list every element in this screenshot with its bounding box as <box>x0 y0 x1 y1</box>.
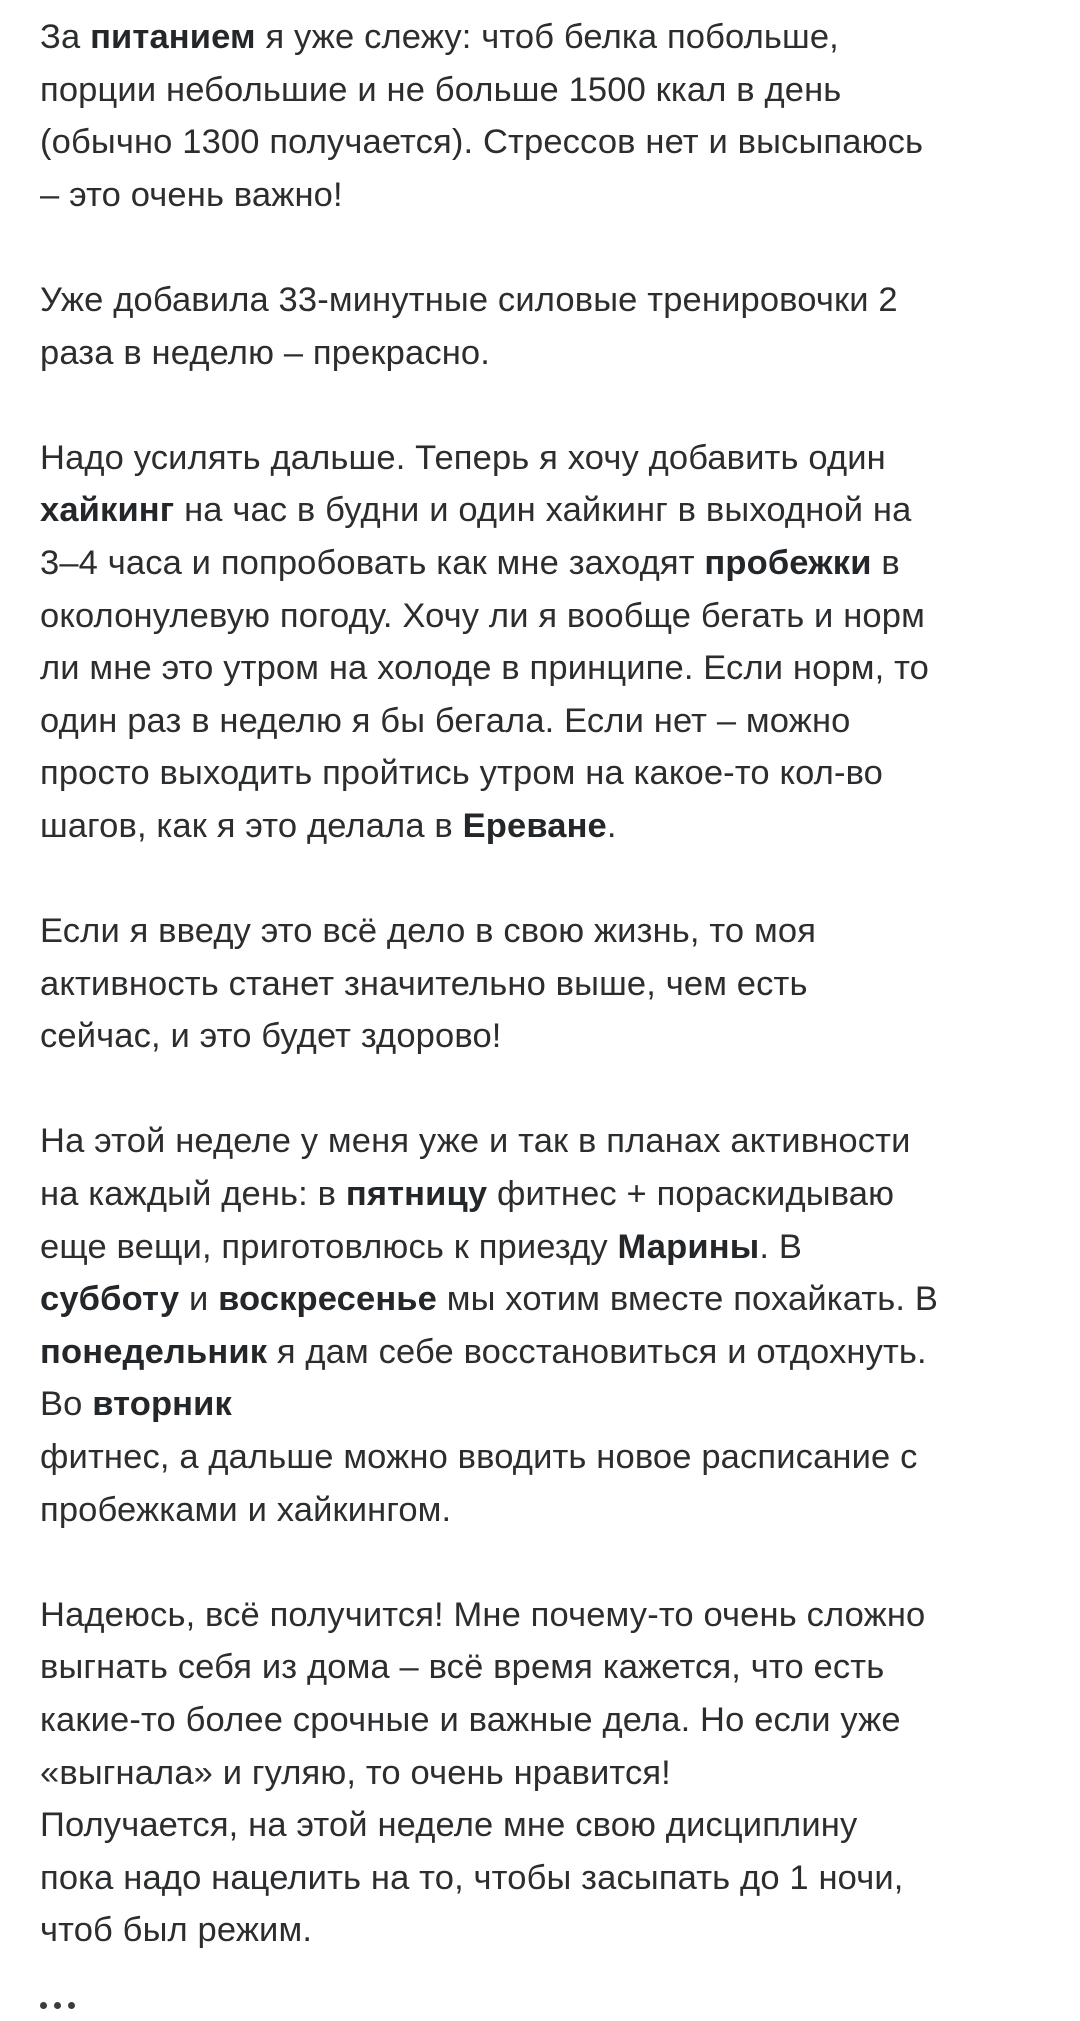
text-line <box>40 1694 1050 1747</box>
paragraph-gap <box>40 1063 1050 1116</box>
text-line <box>40 747 1050 800</box>
text-segment: пробежками и хайкингом. <box>40 1490 452 1529</box>
text-segment: раза в неделю – прекрасно. <box>40 333 491 372</box>
text-segment: активность станет значительно выше, чем есть <box>40 964 808 1003</box>
text-line <box>40 64 1050 117</box>
text-line <box>40 274 1050 327</box>
text-line <box>40 642 1050 695</box>
bold-text: субботу <box>40 1280 180 1319</box>
text-segment: в <box>871 543 900 582</box>
text-segment: Надо усилять дальше. Теперь я хочу добавить один <box>40 438 886 477</box>
dot <box>40 2002 47 2009</box>
text-line <box>40 1431 1050 1484</box>
text-segment: выгнать себя из дома – всё время кажется, что есть <box>40 1648 885 1687</box>
text-line <box>40 116 1050 169</box>
text-segment: Во <box>40 1385 93 1424</box>
text-line <box>40 1010 1050 1063</box>
text-segment: просто выходить пройтись утром на какое-то кол-во <box>40 754 884 793</box>
text-segment: чтоб был режим. <box>40 1911 313 1950</box>
text-segment: Если я введу это всё дело в свою жизнь, то моя <box>40 912 817 951</box>
text-segment: пока надо нацелить на то, чтобы засыпать до 1 ночи, <box>40 1858 904 1897</box>
text-line <box>40 1484 1050 1537</box>
text-line <box>40 958 1050 1011</box>
bold-text: хайкинг <box>40 491 175 530</box>
text-line <box>40 800 1050 853</box>
text-segment: Надеюсь, всё получится! Мне почему-то очень сложно <box>40 1595 926 1634</box>
paragraph <box>40 274 1050 379</box>
text-line <box>40 1273 1050 1326</box>
paragraph-gap <box>40 853 1050 906</box>
text-line <box>40 1904 1050 1957</box>
bold-text: Марины <box>617 1227 760 1266</box>
text-segment: . <box>606 806 617 845</box>
paragraph-gap <box>40 379 1050 432</box>
text-segment: фитнес, а дальше можно вводить новое расписание с <box>40 1438 918 1477</box>
text-line <box>40 327 1050 380</box>
text-line <box>40 537 1050 590</box>
text-line <box>40 1326 1050 1379</box>
text-segment: Получается, на этой неделе мне свою дисциплину <box>40 1806 858 1845</box>
text-line <box>40 1168 1050 1221</box>
bold-text: Ереване <box>462 806 607 845</box>
paragraph-gap <box>40 221 1050 274</box>
dot <box>68 2002 75 2009</box>
text-line <box>40 1799 1050 1852</box>
text-segment: околонулевую погоду. Хочу ли я вообще бегать и норм <box>40 596 925 635</box>
text-line <box>40 1589 1050 1642</box>
text-segment: порции небольшие и не больше 1500 ккал в день <box>40 70 842 109</box>
bold-text: пятницу <box>345 1175 488 1214</box>
text-segment: я уже слежу: чтоб белка побольше, <box>255 18 839 56</box>
text-segment: 3–4 часа и попробовать как мне заходят <box>40 543 705 582</box>
text-segment: и <box>179 1280 219 1319</box>
text-line <box>40 1852 1050 1905</box>
text-segment: еще вещи, приготовлюсь к приезду <box>40 1227 618 1266</box>
text-line <box>40 1747 1050 1800</box>
dot <box>54 2002 61 2009</box>
paragraph <box>40 1589 1050 1957</box>
text-segment: на час в будни и один хайкинг в выходной на <box>174 491 912 530</box>
text-segment: один раз в неделю я бы бегала. Если нет – можно <box>40 701 851 740</box>
text-segment: За <box>40 18 91 56</box>
text-segment: «выгнала» и гуляю, то очень нравится! <box>40 1753 671 1792</box>
text-segment: . В <box>759 1227 802 1266</box>
paragraph <box>40 432 1050 853</box>
paragraph <box>40 905 1050 1063</box>
text-segment: (обычно 1300 получается). Стрессов нет и высыпаюсь <box>40 123 924 162</box>
text-segment: На этой неделе у меня уже и так в планах активности <box>40 1122 911 1161</box>
text-line <box>40 590 1050 643</box>
paragraph <box>40 11 1050 221</box>
paragraph <box>40 1115 1050 1536</box>
text-line <box>40 1378 1050 1431</box>
text-line <box>40 484 1050 537</box>
text-segment: шагов, как я это делала в <box>40 806 463 845</box>
bold-text: пробежки <box>704 543 872 582</box>
text-line <box>40 11 1050 64</box>
text-line <box>40 169 1050 222</box>
bold-text: вторник <box>92 1385 232 1424</box>
text-line <box>40 1115 1050 1168</box>
text-segment: на каждый день: в <box>40 1175 346 1214</box>
text-line <box>40 1641 1050 1694</box>
text-line <box>40 1221 1050 1274</box>
text-segment: сейчас, и это будет здорово! <box>40 1017 502 1056</box>
text-line <box>40 695 1050 748</box>
text-segment: Уже добавила 33-минутные силовые тренировочки 2 <box>40 280 898 319</box>
text-segment: я дам себе восстановиться и отдохнуть. <box>267 1332 927 1371</box>
bold-text: понедельник <box>40 1332 268 1371</box>
ellipsis-continuation <box>40 2002 75 2009</box>
text-line <box>40 905 1050 958</box>
text-segment: какие-то более срочные и важные дела. Но если уже <box>40 1701 901 1739</box>
text-segment: мы хотим вместе похайкать. В <box>437 1280 939 1319</box>
text-segment: фитнес + пораскидываю <box>487 1175 895 1214</box>
bold-text: питанием <box>90 18 256 56</box>
paragraph-gap <box>40 1536 1050 1589</box>
text-line <box>40 432 1050 485</box>
bold-text: воскресенье <box>218 1280 438 1319</box>
article-body <box>40 11 1050 1957</box>
text-segment: – это очень важно! <box>40 175 343 214</box>
text-segment: ли мне это утром на холоде в принципе. Если норм, то <box>40 649 930 688</box>
